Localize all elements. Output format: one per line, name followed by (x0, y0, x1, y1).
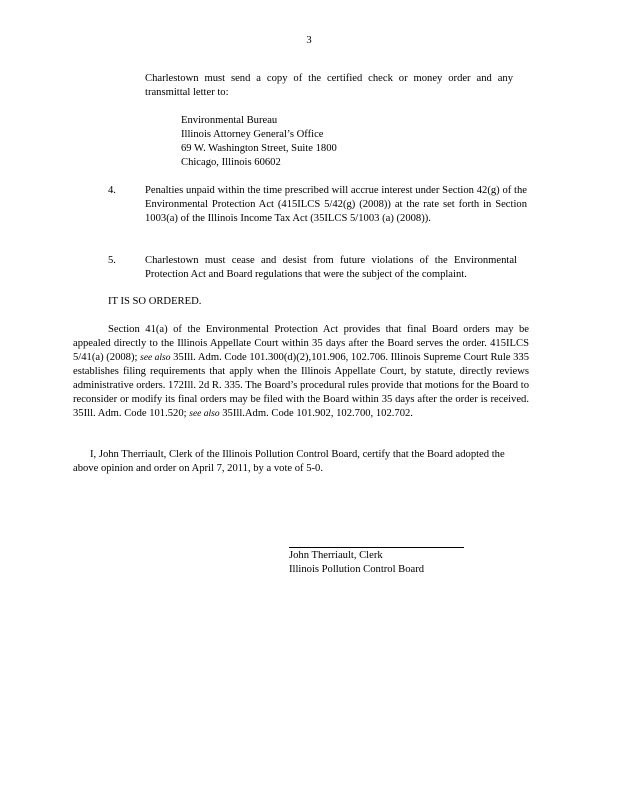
signer-name-title: John Therriault, Clerk (289, 550, 383, 561)
see-also-citation: see also (140, 353, 171, 363)
item-number: 5. (108, 255, 116, 266)
see-also-citation: see also (189, 409, 220, 419)
address-line: Environmental Bureau (181, 115, 278, 126)
so-ordered-heading: IT IS SO ORDERED. (108, 296, 202, 307)
appeal-paragraph (73, 323, 529, 421)
certification-text: I, John Therriault, Clerk of the Illinois Pollution Control Board, certify that the Board adopted the above opinion and order on April 7, 2011, by a vote of 5-0. (73, 449, 505, 474)
signer-organization: Illinois Pollution Control Board (289, 564, 425, 575)
signature-block (289, 549, 424, 577)
signature-line (289, 547, 464, 548)
payment-intro-text: Charlestown must send a copy of the certified check or money order and any transmittal letter to: (145, 73, 513, 98)
item-text: Charlestown must cease and desist from future violations of the Environmental Protection Act and Board regulations that were the subject of the complaint. (145, 255, 517, 280)
appeal-text: 35Ill.Adm. Code 101.902, 102.700, 102.702. (222, 408, 413, 419)
address-line: Chicago, Illinois 60602 (181, 157, 281, 168)
payment-instructions (145, 72, 513, 100)
address-line: Illinois Attorney General’s Office (181, 129, 324, 140)
address-line: 69 W. Washington Street, Suite 1800 (181, 143, 337, 154)
page-number: 3 (306, 35, 312, 46)
mailing-address (181, 114, 337, 170)
item-text: Penalties unpaid within the time prescribed will accrue interest under Section 42(g) of the Environmental Protection Act (415ILCS 5/42(g) (2008)) at the rate set forth in Section 1003(a) of the Illinois Income Tax Act (35ILCS 5/1003 (a) (2008)). (145, 185, 527, 224)
appeal-text: 35Ill. Adm. Code 101.300(d)(2),101.906, 102.706. Illinois Supreme Court Rule 335 establishes filing requirements that apply when the Illinois Appellate Court, by statute, directly reviews administrative orders. 172Ill. 2d R. 335. The Board’s procedural rules provide that motions for the Board to reconsider or modify its final orders may be filed with the Board within 35 days after the order is received. 35Ill. Adm. Code 101.520; (73, 352, 530, 419)
item-number: 4. (108, 185, 116, 196)
clerk-certification (73, 448, 513, 476)
appeal-text: Section 41(a) of the Environmental Protection Act provides that final Board orders may be appealed directly to the Illinois Appellate Court within 35 days after the Board serves the order. 415ILCS 5/41(a) (2008); (73, 324, 529, 363)
